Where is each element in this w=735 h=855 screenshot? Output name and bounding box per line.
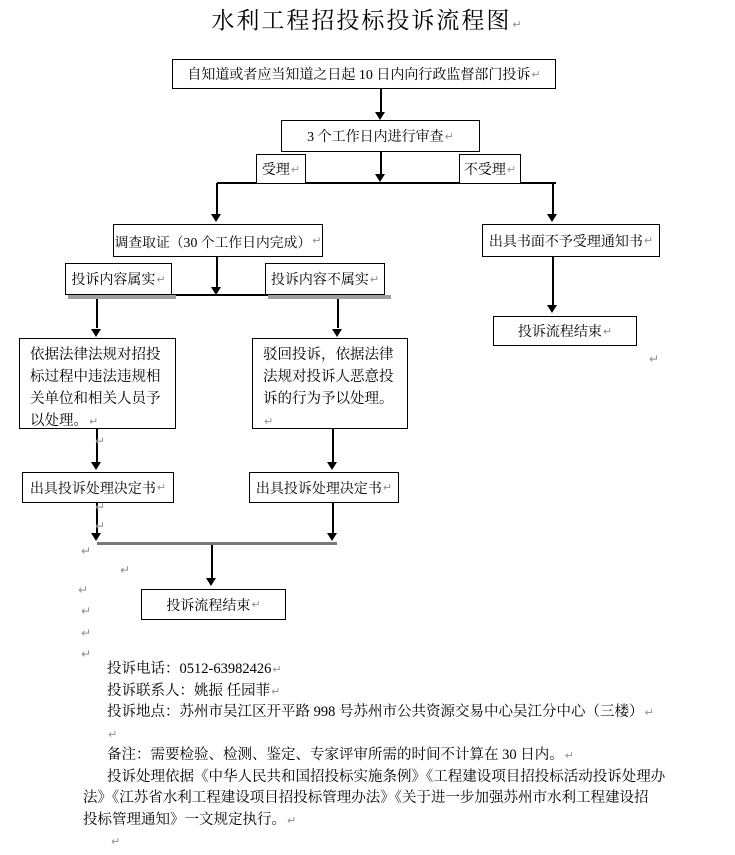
box-shadow <box>68 295 176 299</box>
pilcrow-mark: ↵ <box>89 415 99 428</box>
arrowhead-merge-right <box>327 533 337 541</box>
arrowhead-to-decision-left <box>91 462 101 470</box>
flow-box-handle-untrue <box>252 338 408 429</box>
connector-untrue-branch <box>337 296 339 328</box>
connector-notice-to-end <box>552 257 554 305</box>
connector-complaint-to-review <box>380 89 382 114</box>
contact-address-text: 投诉地点：苏州市吴江区开平路 998 号苏州市公共资源交易中心吴江分中心（三楼） <box>107 704 644 720</box>
arrowhead-investigate-down <box>211 287 221 295</box>
notes-block <box>83 659 693 853</box>
pilcrow-mark: ↵ <box>81 647 92 661</box>
arrowhead-to-notice <box>547 214 557 222</box>
pilcrow-mark: ↵ <box>156 481 167 494</box>
pilcrow-mark: ↵ <box>312 234 322 247</box>
connector-investigate-down <box>216 257 218 287</box>
flow-box-content-untrue-label: 投诉内容不属实 <box>270 273 369 288</box>
flow-box-review-label: 3 个工作日内进行审查 <box>307 130 444 145</box>
flow-box-accept-label: 受理 <box>261 163 290 178</box>
flow-box-end-right <box>493 316 637 346</box>
pilcrow-mark: ↵ <box>290 162 301 176</box>
flow-box-end-bottom <box>141 589 286 620</box>
pilcrow-mark: ↵ <box>564 749 574 762</box>
arrowhead-to-decision-right <box>327 462 337 470</box>
flow-box-accept <box>256 154 306 184</box>
flow-box-content-true <box>65 263 172 295</box>
flow-box-handle-true-label: 依据法律法规对招投标过程中违法违规相关单位和相关人员予以处理。 <box>30 347 161 429</box>
blank-line <box>83 724 693 746</box>
pilcrow-mark: ↵ <box>287 813 297 827</box>
flow-box-reject <box>459 154 521 184</box>
connector-reject-branch <box>552 183 554 214</box>
flow-box-complaint-label: 自知道或者应当知道之日起 10 日内向行政监督部门投诉 <box>187 68 531 83</box>
connector-merge-bar <box>97 542 337 545</box>
basis-line-1 <box>83 767 693 789</box>
pilcrow-mark: ↵ <box>506 162 517 176</box>
contact-phone-text: 投诉电话：0512-63982426 <box>107 661 272 677</box>
pilcrow-mark: ↵ <box>644 706 654 719</box>
contact-address-line <box>83 702 693 724</box>
arrowhead-to-end-right <box>547 305 557 313</box>
arrowhead-to-end-bottom <box>206 578 216 586</box>
pilcrow-mark: ↵ <box>156 272 166 286</box>
contact-phone-line <box>83 659 693 681</box>
pilcrow-mark: ↵ <box>81 626 92 640</box>
pilcrow-mark: ↵ <box>369 272 380 286</box>
arrowhead-to-investigate <box>211 214 221 222</box>
pilcrow-mark: ↵ <box>602 324 613 338</box>
pilcrow-mark: ↵ <box>81 604 92 618</box>
pilcrow-mark: ↵ <box>531 67 541 81</box>
arrowhead-to-review <box>375 112 385 120</box>
pilcrow-mark: ↵ <box>81 544 92 558</box>
connector-true-branch <box>96 296 98 328</box>
basis-line-3 <box>83 810 693 832</box>
pilcrow-mark: ↵ <box>78 583 89 597</box>
pilcrow-mark: ↵ <box>95 519 106 533</box>
connector-review-down <box>380 152 382 176</box>
box-shadow <box>268 295 391 299</box>
basis-line-2 <box>83 788 693 810</box>
pilcrow-mark: ↵ <box>120 563 131 577</box>
pilcrow-mark: ↵ <box>108 727 118 741</box>
flow-box-end-bottom-label: 投诉流程结束 <box>166 598 251 614</box>
flow-box-content-true-label: 投诉内容属实 <box>71 273 156 288</box>
connector-merge-to-end <box>211 545 213 578</box>
pilcrow-mark: ↵ <box>382 481 393 494</box>
flow-box-decision-left <box>22 472 174 503</box>
pilcrow-mark: ↵ <box>512 18 524 31</box>
flow-box-notice <box>482 224 660 257</box>
pilcrow-mark: ↵ <box>643 234 654 247</box>
remark-line <box>83 745 693 767</box>
arrowhead-merge-left <box>91 533 101 541</box>
flow-box-notice-label: 出具书面不予受理通知书 <box>488 234 643 250</box>
blank-line <box>83 831 693 853</box>
pilcrow-mark: ↵ <box>444 129 454 143</box>
page-title <box>0 2 735 35</box>
pilcrow-mark: ↵ <box>95 500 106 514</box>
contact-person-line <box>83 681 693 703</box>
remark-text: 备注：需要检验、检测、鉴定、专家评审所需的时间不计算在 30 日内。 <box>107 747 564 763</box>
pilcrow-mark: ↵ <box>271 684 281 698</box>
connector-accept-branch <box>216 183 218 214</box>
pilcrow-mark: ↵ <box>251 598 261 611</box>
arrowhead-to-handle-true <box>91 329 101 337</box>
pilcrow-mark: ↵ <box>649 352 660 366</box>
pilcrow-mark: ↵ <box>111 835 121 848</box>
basis-text-2: 法》《江苏省水利工程建设项目招投标管理办法》《关于进一步加强苏州市水利工程建设招 <box>83 790 649 806</box>
connector-handle-untrue-down <box>332 429 334 462</box>
arrowhead-to-handle-untrue <box>332 329 342 337</box>
flow-box-reject-label: 不受理 <box>463 163 506 178</box>
flow-box-end-right-label: 投诉流程结束 <box>517 325 602 340</box>
flow-box-complaint-deadline <box>172 59 556 89</box>
pilcrow-mark: ↵ <box>95 434 106 448</box>
flow-box-decision-right-label: 出具投诉处理决定书 <box>255 481 382 497</box>
arrowhead-review-down <box>375 174 385 182</box>
connector-decision-right-down <box>332 503 334 533</box>
flow-box-investigate-label: 调查取证（30 个工作日内完成） <box>114 234 312 250</box>
flow-box-investigate <box>113 224 323 257</box>
basis-text-1: 投诉处理依据《中华人民共和国招投标实施条例》《工程建设项目招投标活动投诉处理办 <box>107 768 666 785</box>
contact-person-text: 投诉联系人：姚振 任园菲 <box>107 682 271 699</box>
pilcrow-mark: ↵ <box>264 415 274 428</box>
pilcrow-mark: ↵ <box>272 663 282 676</box>
flow-box-review <box>281 120 480 152</box>
flow-box-decision-left-label: 出具投诉处理决定书 <box>29 481 156 497</box>
flow-box-handle-true <box>19 338 176 429</box>
flow-box-decision-right <box>249 472 399 503</box>
page-title-text: 水利工程招投标投诉流程图 <box>211 8 512 33</box>
basis-text-3: 投标管理通知》一文规定执行。 <box>83 811 286 828</box>
flow-box-handle-untrue-label: 驳回投诉，依据法律法规对投诉人恶意投诉的行为予以处理。 <box>263 347 394 407</box>
flow-box-content-untrue <box>265 263 385 295</box>
